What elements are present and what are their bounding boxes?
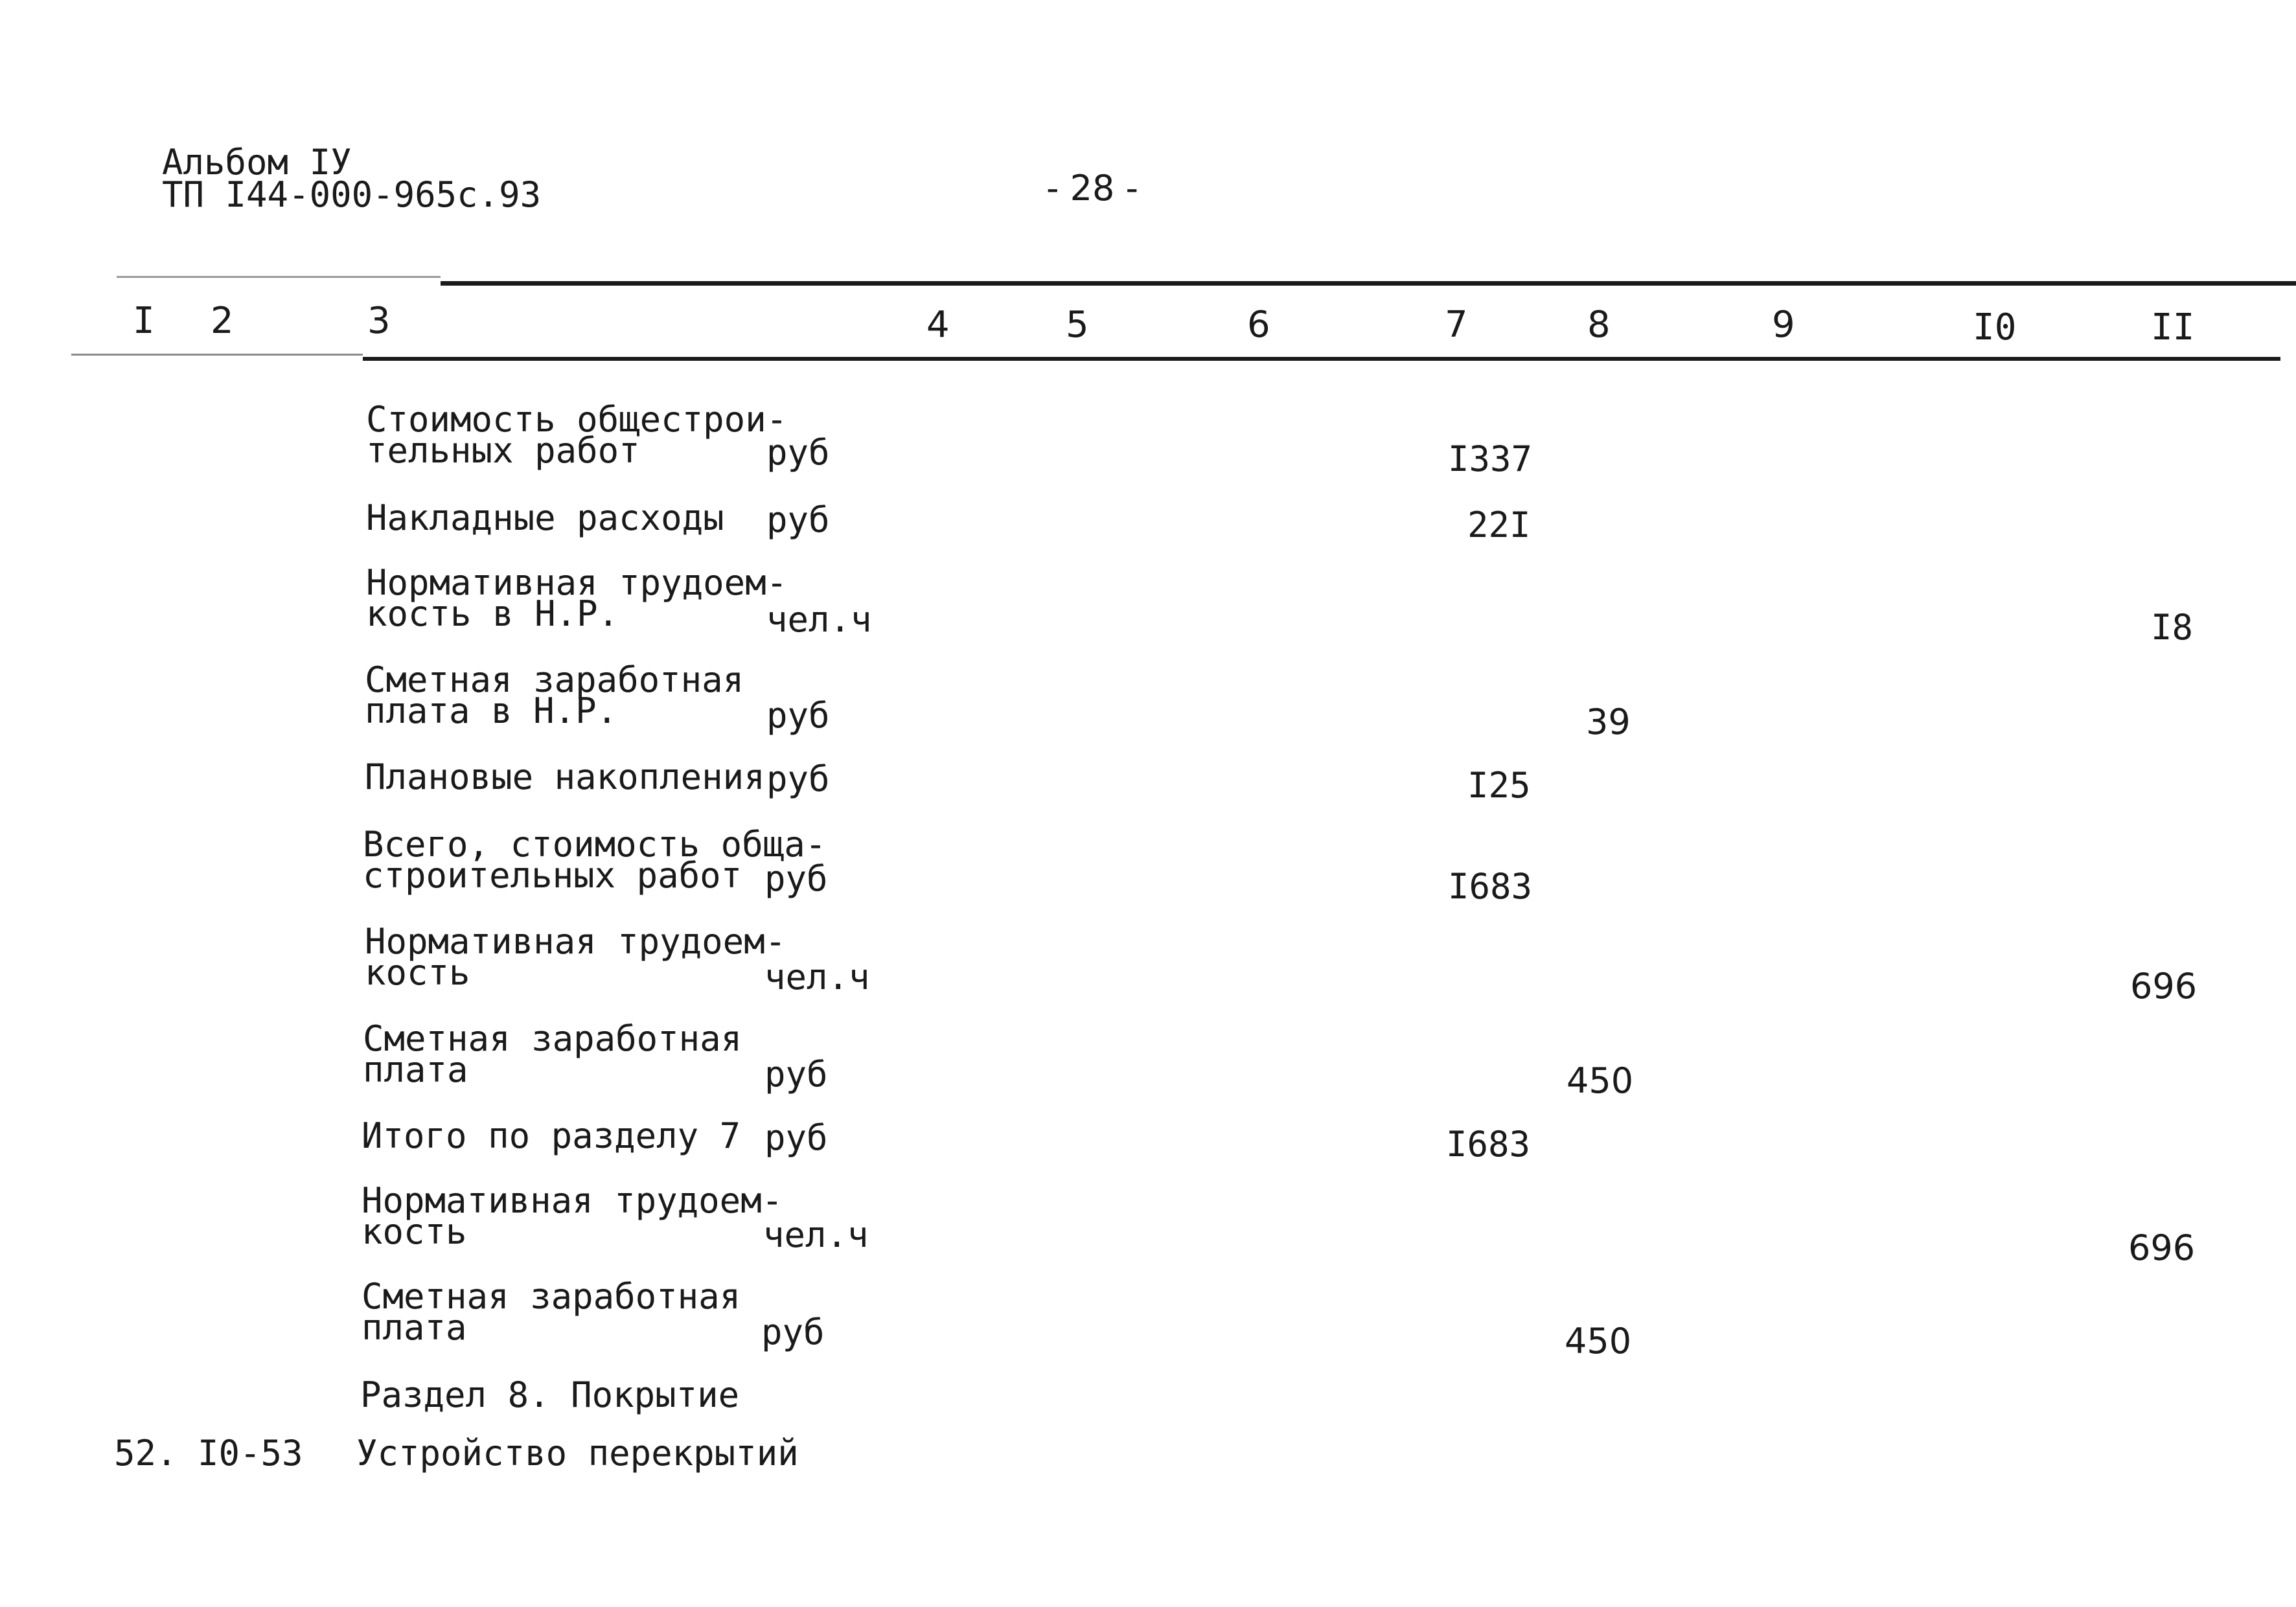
row-description-line: строительных работ [363, 855, 742, 896]
row-value-col-7: I683 [1446, 1124, 1531, 1165]
row-unit: руб [764, 1117, 828, 1158]
row-unit: руб [761, 1312, 825, 1352]
column-header-8: 8 [1587, 304, 1611, 346]
table-top-rule-faded [117, 276, 441, 278]
column-header-9: 9 [1772, 304, 1795, 346]
row-description-line: Стоимость общестрои- [366, 399, 788, 440]
row-description-line: кость [362, 1211, 467, 1252]
column-header-7: 7 [1445, 304, 1468, 346]
row-unit: чел.ч [763, 1214, 869, 1255]
album-label: Альбом IУ [162, 142, 352, 183]
row-description [362, 1276, 741, 1348]
row-description-line: плата [362, 1307, 467, 1348]
table-top-rule [441, 281, 2296, 286]
row-description [363, 824, 827, 896]
row-description-line: Сметная заработная [363, 1018, 742, 1059]
row-description-line: Нормативная трудоем- [365, 921, 786, 962]
item-number: 52. [114, 1433, 178, 1474]
row-unit: руб [764, 1054, 828, 1095]
row-value-col-11: 696 [2130, 966, 2198, 1007]
row-unit: чел.ч [766, 599, 872, 640]
page-number: - 28 - [1046, 168, 1139, 209]
row-description-line: кость [365, 952, 470, 993]
project-code: ТП I44-000-965с.93 [162, 174, 542, 215]
row-description [365, 659, 744, 731]
row-description-line: Сметная заработная [362, 1276, 741, 1317]
row-description: Накладные расходы [366, 497, 724, 538]
row-unit: руб [766, 758, 830, 799]
row-value-col-7: 22I [1467, 505, 1531, 545]
row-description [366, 399, 788, 471]
row-description-line: Нормативная трудоем- [362, 1180, 783, 1221]
row-value-col-8: 450 [1565, 1321, 1632, 1362]
row-unit: руб [766, 432, 830, 473]
row-description-line: Всего, стоимость обща- [363, 824, 827, 865]
row-value-col-7: I25 [1467, 765, 1531, 806]
column-header-6: 6 [1247, 304, 1270, 346]
row-unit: руб [766, 499, 830, 540]
row-description: Плановые накопления [365, 757, 765, 797]
column-header-4: 4 [926, 304, 950, 346]
row-description [362, 1180, 783, 1252]
row-unit: чел.ч [764, 957, 870, 997]
row-value-col-11: I8 [2151, 607, 2194, 648]
row-description-line: Сметная заработная [365, 659, 744, 700]
column-header-2: 2 [211, 300, 234, 342]
column-header-10: I0 [1973, 306, 2017, 348]
row-description [363, 1018, 742, 1090]
row-value-col-7: I683 [1448, 866, 1533, 907]
column-header-11: II [2151, 306, 2195, 348]
column-header-1: I [133, 300, 155, 342]
row-value-col-7: I337 [1448, 439, 1533, 479]
row-description-line: плата [363, 1049, 468, 1090]
row-description: Итого по разделу 7 [362, 1115, 741, 1156]
row-unit: руб [766, 695, 830, 736]
table-header-rule [363, 357, 2280, 361]
row-value-col-8: 39 [1586, 701, 1631, 742]
column-header-5: 5 [1066, 304, 1089, 346]
row-description-line: кость в Н.Р. [366, 593, 619, 634]
row-description-line: плата в Н.Р. [365, 690, 618, 731]
row-unit: руб [764, 858, 828, 899]
row-description [366, 562, 788, 634]
table-header-rule-faded [71, 354, 363, 356]
row-description-line: тельных работ [366, 430, 640, 471]
row-value-col-11: 696 [2128, 1227, 2196, 1268]
section-title: Раздел 8. Покрытие [360, 1374, 740, 1415]
row-description [365, 921, 786, 993]
row-description-line: Нормативная трудоем- [366, 562, 788, 603]
column-header-3: 3 [367, 300, 391, 342]
item-description: Устройство перекрытий [356, 1433, 799, 1474]
row-value-col-8: 450 [1567, 1060, 1634, 1101]
item-code: I0-53 [198, 1433, 303, 1474]
